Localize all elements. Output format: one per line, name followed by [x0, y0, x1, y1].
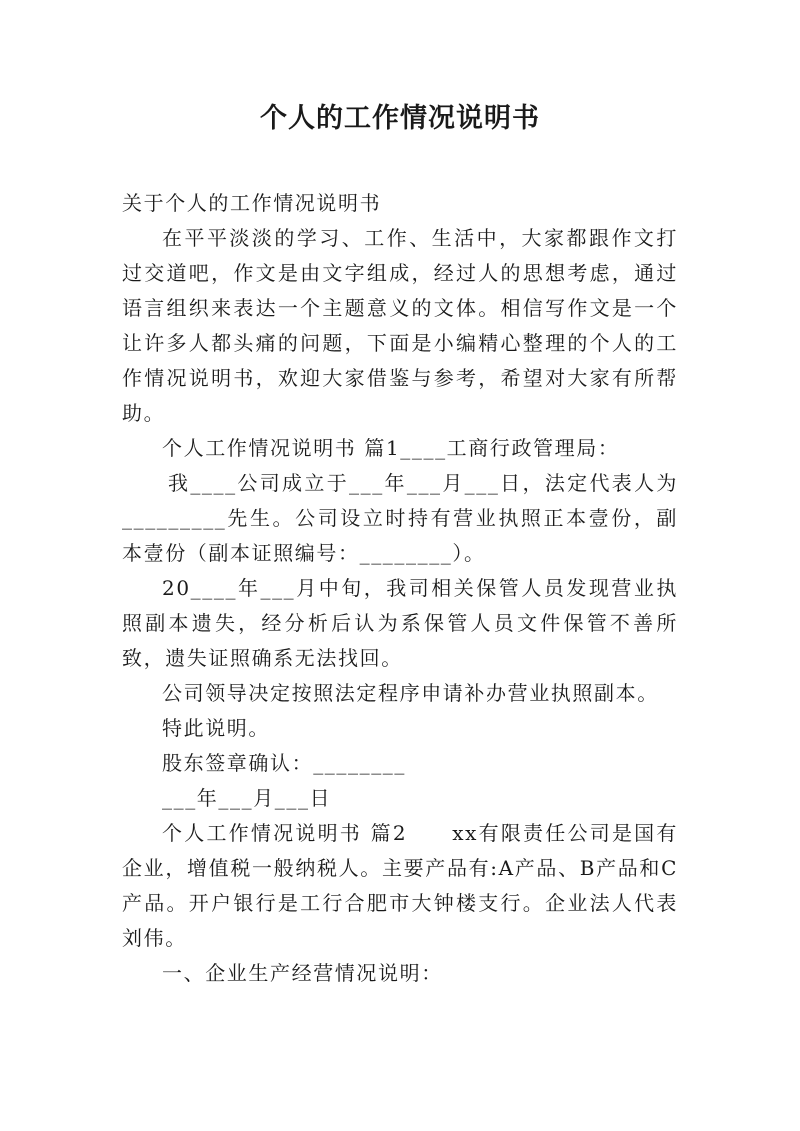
company-info-paragraph: 我____公司成立于___年___月___日，法定代表人为_________先生。公司设立时持有营业执照正本壹份，副本壹份（副本证照编号：________）。	[122, 471, 678, 565]
date-line: ___年___月___日	[162, 786, 332, 810]
statement-paragraph: 特此说明。	[162, 716, 270, 740]
loss-paragraph: 20____年___月中旬，我司相关保管人员发现营业执照副本遗失，经分析后认为系保管人员文件保管不善所致，遗失证照确系无法找回。	[122, 576, 678, 670]
section-2-paragraph: 个人工作情况说明书 篇2 xx有限责任公司是国有企业，增值税一般纳税人。主要产品有:A产品、B产品和C产品。开户银行是工行合肥市大钟楼支行。企业法人代表刘伟。	[122, 821, 678, 950]
shareholder-signature-line: 股东签章确认：________	[162, 751, 406, 775]
document-body	[122, 186, 678, 991]
subtitle-paragraph: 关于个人的工作情况说明书	[122, 191, 382, 215]
section-1-heading: 个人工作情况说明书 篇1____工商行政管理局：	[162, 436, 620, 460]
decision-paragraph: 公司领导决定按照法定程序申请补办营业执照副本。	[162, 681, 659, 705]
document-title: 个人的工作情况说明书	[260, 103, 540, 134]
subsection-heading: 一、企业生产经营情况说明：	[162, 961, 443, 985]
intro-paragraph: 在平平淡淡的学习、工作、生活中，大家都跟作文打过交道吧，作文是由文字组成，经过人的思想考虑，通过语言组织来表达一个主题意义的文体。相信写作文是一个让许多人都头痛的问题，下面是小编精心整理的个人的工作情况说明书，欢迎大家借鉴与参考，希望对大家有所帮助。	[122, 226, 678, 425]
